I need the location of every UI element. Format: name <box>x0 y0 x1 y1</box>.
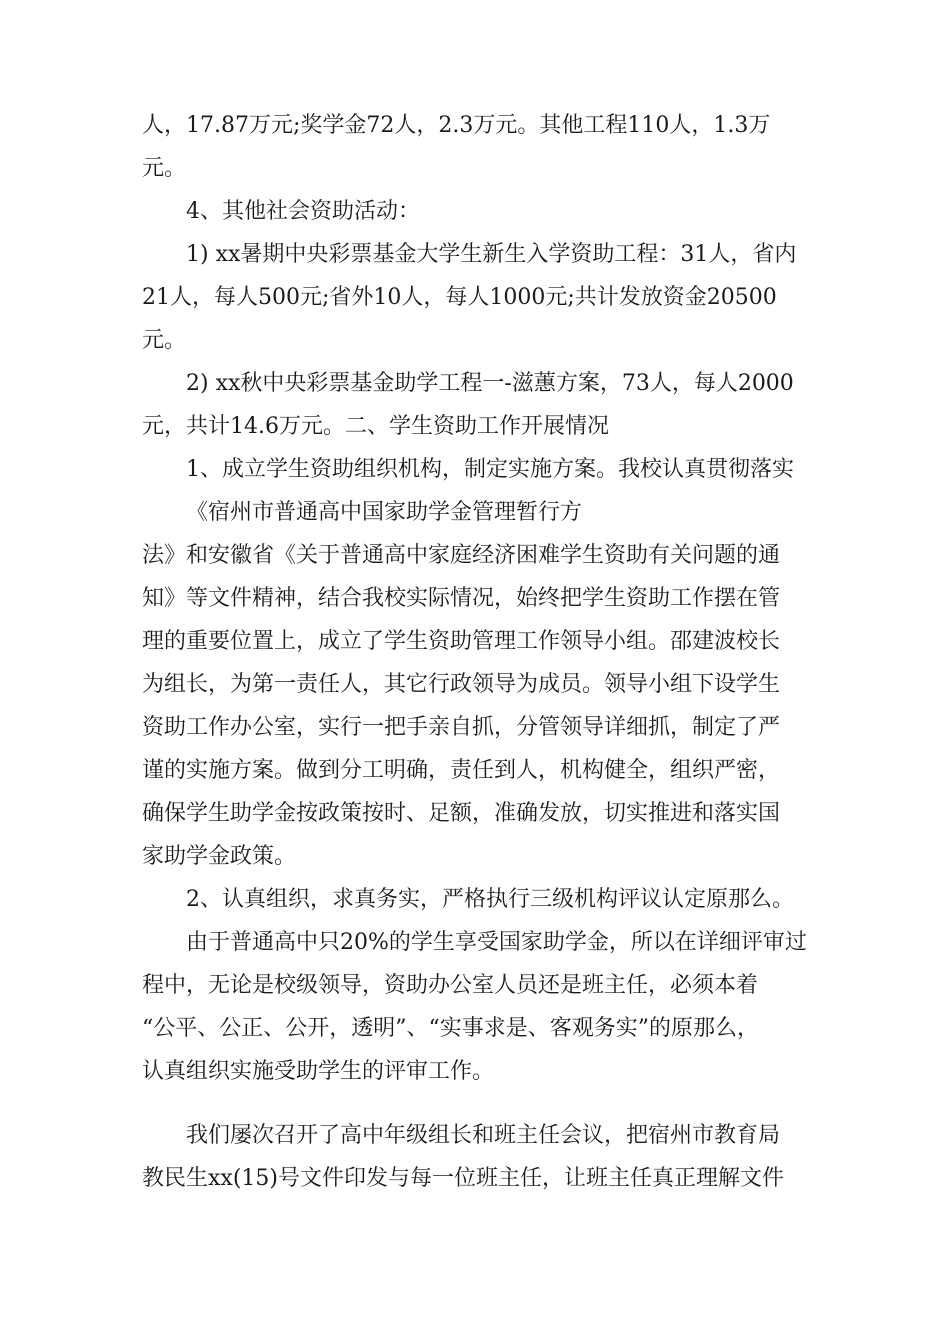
text-line: 程中，无论是校级领导，资助办公室人员还是班主任，必须本着 <box>142 973 759 998</box>
text-line: 家助学金政策。 <box>142 844 297 869</box>
text-line: 2、认真组织，求真务实，严格执行三级机构评议认定原那么。 <box>186 887 794 912</box>
text-line: 2) xx秋中央彩票基金助学工程一-滋蕙方案，73人，每人2000 <box>186 371 794 396</box>
text-line: 4、其他社会资助活动： <box>186 199 420 224</box>
text-line: 21人，每人500元;省外10人，每人1000元;共计发放资金20500 <box>142 285 777 310</box>
text-line: 确保学生助学金按政策按时、足额，准确发放，切实推进和落实国 <box>142 801 781 826</box>
text-line: 元。 <box>142 328 187 353</box>
text-line: 元。 <box>142 156 187 181</box>
text-line: 人，17.87万元;奖学金72人，2.3万元。其他工程110人，1.3万 <box>142 113 771 138</box>
text-line: 理的重要位置上，成立了学生资助管理工作领导小组。邵建波校长 <box>142 629 781 654</box>
text-line: 资助工作办公室，实行一把手亲自抓，分管领导详细抓，制定了严 <box>142 715 781 740</box>
text-line: 法》和安徽省《关于普通高中家庭经济困难学生资助有关问题的通 <box>142 543 781 568</box>
text-line: 《宿州市普通高中国家助学金管理暂行方 <box>186 500 583 525</box>
text-line: 1) xx暑期中央彩票基金大学生新生入学资助工程：31人，省内 <box>186 242 797 267</box>
text-line: 认真组织实施受助学生的评审工作。 <box>142 1059 495 1084</box>
text-line: 知》等文件精神，结合我校实际情况，始终把学生资助工作摆在管 <box>142 586 781 611</box>
text-line: 我们屡次召开了高中年级组长和班主任会议，把宿州市教育局 <box>186 1123 781 1148</box>
text-line: 1、成立学生资助组织机构，制定实施方案。我校认真贯彻落实 <box>186 457 794 482</box>
text-line: 教民生xx(15)号文件印发与每一位班主任，让班主任真正理解文件 <box>142 1166 784 1191</box>
text-line: 由于普通高中只20%的学生享受国家助学金，所以在详细评审过 <box>186 930 807 955</box>
text-line: 为组长，为第一责任人，其它行政领导为成员。领导小组下设学生 <box>142 672 781 697</box>
text-line: 元，共计14.6万元。二、学生资助工作开展情况 <box>142 414 609 439</box>
text-line: “公平、公正、公开，透明”、“实事求是、客观务实”的原那么， <box>142 1016 759 1041</box>
text-line: 谨的实施方案。做到分工明确，责任到人，机构健全，组织严密， <box>142 758 781 783</box>
